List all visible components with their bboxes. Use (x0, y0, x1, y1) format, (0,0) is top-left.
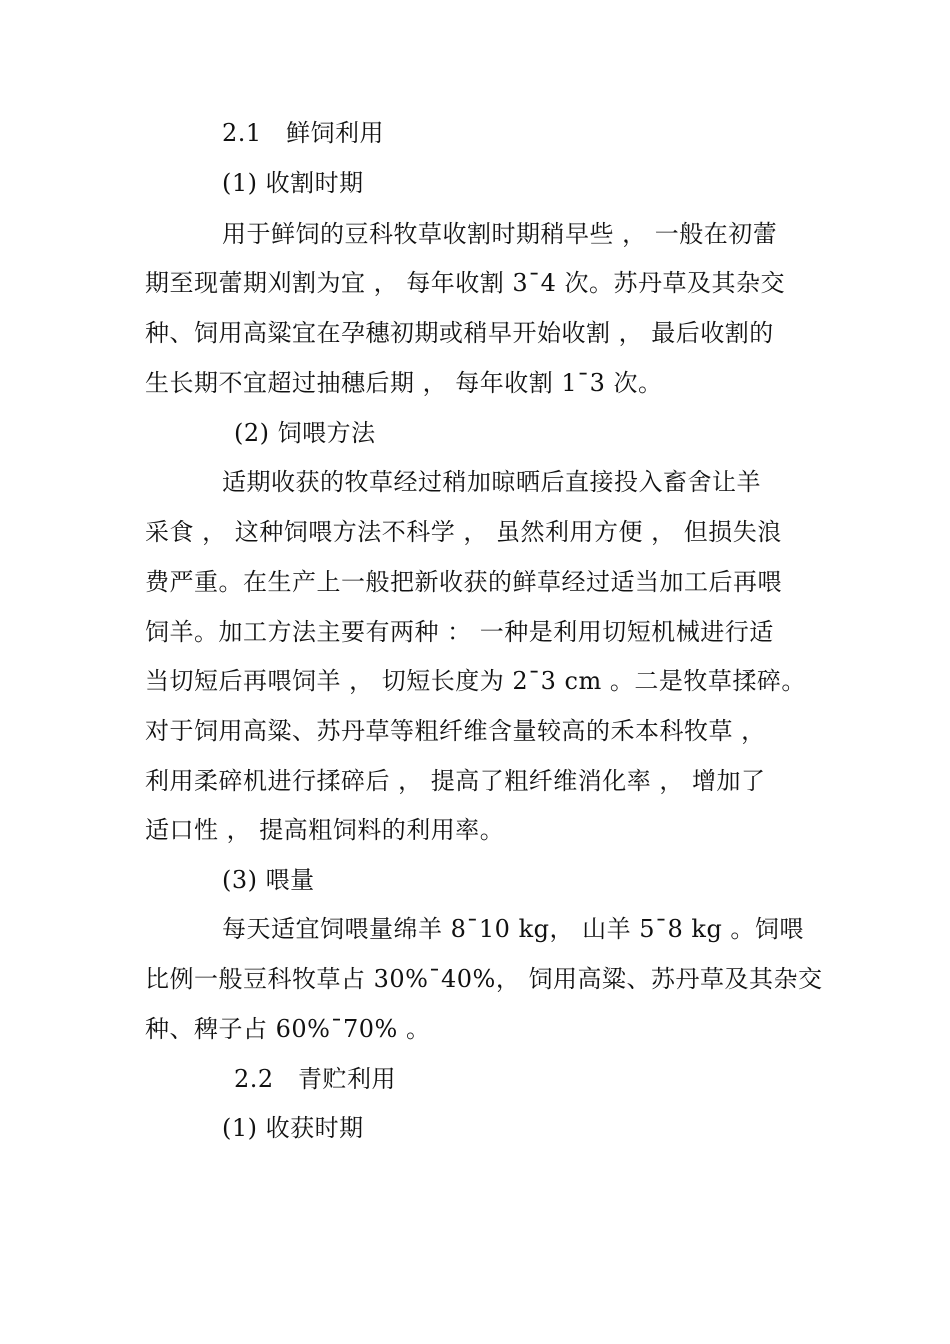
paragraph-line: 期至现蕾期刈割为宜 ， 每年收割 3¯4 次。苏丹草及其杂交 (145, 269, 786, 297)
paragraph-line: 饲羊。加工方法主要有两种 ： 一种是利用切短机械进行适 (145, 618, 774, 646)
paragraph-line: 采食 ， 这种饲喂方法不科学 ， 虽然利用方便 ， 但损失浪 (145, 518, 782, 546)
paragraph-line: 适期收获的牧草经过稍加晾晒后直接投入畜舍让羊 (222, 468, 761, 496)
paragraph-line: 生长期不宜超过抽穗后期 ， 每年收割 1¯3 次。 (145, 369, 663, 397)
subheading-feeding-amount: (3) 喂量 (222, 866, 315, 894)
paragraph-line: 种、饲用高粱宜在孕穗初期或稍早开始收割 ， 最后收割的 (145, 319, 774, 347)
paragraph-line: 用于鲜饲的豆科牧草收割时期稍早些 ， 一般在初蕾 (222, 220, 778, 248)
paragraph-line: 对于饲用高粱、苏丹草等粗纤维含量较高的禾本科牧草 ， (145, 717, 766, 745)
paragraph-line: 利用柔碎机进行揉碎后 ， 提高了粗纤维消化率 ， 增加了 (145, 767, 766, 795)
section-heading-2-2: 2.2 青贮利用 (234, 1065, 397, 1093)
paragraph-line: 适口性 ， 提高粗饲料的利用率。 (145, 816, 505, 844)
section-heading-2-1: 2.1 鲜饲利用 (222, 119, 385, 147)
paragraph-line: 每天适宜饲喂量绵羊 8¯10 kg， 山羊 5¯8 kg 。饲喂 (222, 915, 804, 943)
paragraph-line: 比例一般豆科牧草占 30%¯40%， 饲用高粱、苏丹草及其杂交 (145, 965, 823, 993)
subheading-harvest-time: (1) 收获时期 (222, 1114, 364, 1142)
paragraph-line: 当切短后再喂饲羊 ， 切短长度为 2¯3 cm 。二是牧草揉碎。 (145, 667, 806, 695)
subheading-harvest-period: (1) 收割时期 (222, 169, 364, 197)
subheading-feeding-method: (2) 饲喂方法 (234, 419, 376, 447)
paragraph-line: 费严重。在生产上一般把新收获的鲜草经过适当加工后再喂 (145, 568, 782, 596)
paragraph-line: 种、稗子占 60%¯70% 。 (145, 1015, 431, 1043)
